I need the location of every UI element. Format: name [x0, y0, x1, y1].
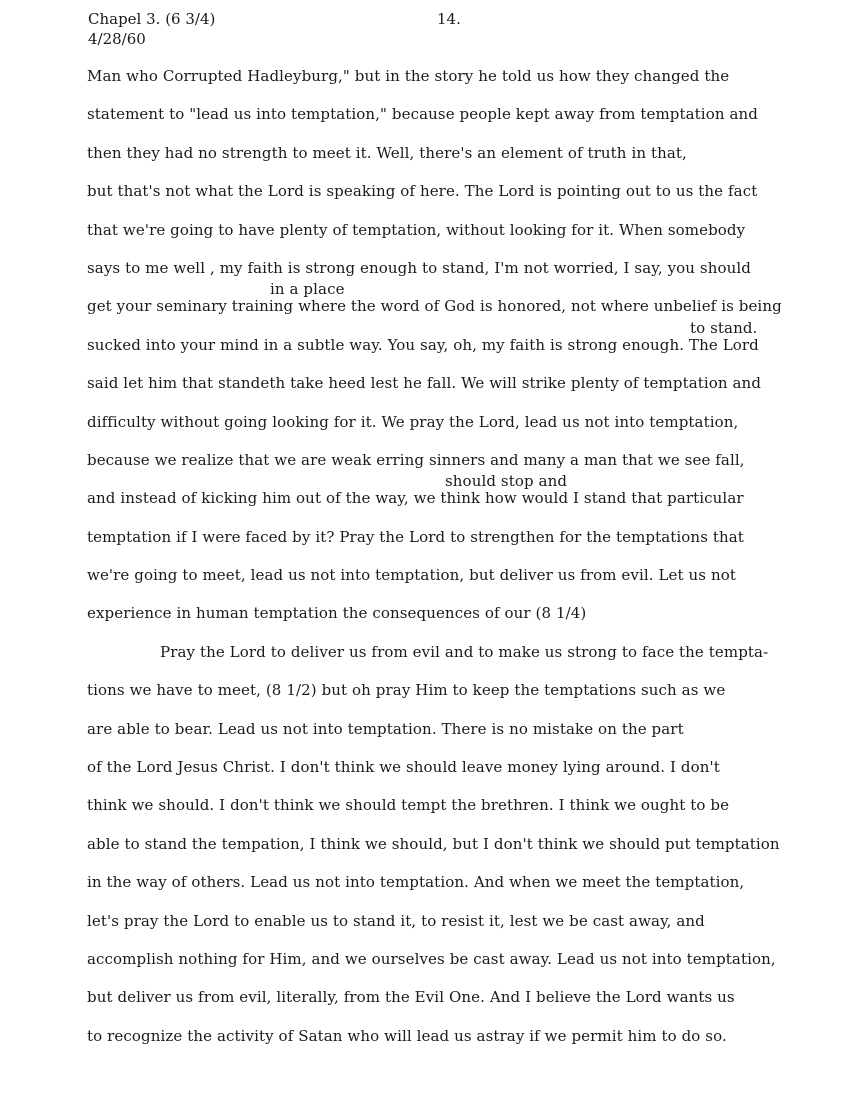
text-line: temptation if I were faced by it? Pray the Lord to strengthen for the temptations that — [87, 527, 744, 546]
text-line: experience in human temptation the consequences of our (8 1/4) — [87, 604, 587, 623]
text-line-content: get your seminary training where the word of God is honored, not where unbelief is being — [87, 297, 782, 316]
text-line: we're going to meet, lead us not into temptation, but deliver us from evil. Let us not — [87, 566, 736, 585]
text-line-indented: Pray the Lord to deliver us from evil and to make us strong to face the tempta- — [160, 642, 769, 661]
handwritten-insertion: should stop and — [445, 472, 568, 491]
transcript-body — [87, 66, 847, 1064]
text-line: difficulty without going looking for it. We pray the Lord, lead us not into temptation, — [87, 412, 739, 431]
text-line — [87, 318, 847, 373]
text-line-content: and instead of kicking him out of the way, we think how would I stand that particular — [87, 489, 744, 508]
text-line-content: sucked into your mind in a subtle way. You say, oh, my faith is strong enough. The Lord — [87, 335, 759, 354]
text-line: accomplish nothing for Him, and we ourselves be cast away. Lead us not into temptation, — [87, 949, 776, 968]
text-line: then they had no strength to meet it. Well, there's an element of truth in that, — [87, 143, 687, 162]
text-line: that we're going to have plenty of temptation, without looking for it. When somebody — [87, 220, 746, 239]
handwritten-insertion: in a place — [270, 280, 345, 299]
text-line — [87, 472, 847, 526]
page-number: 14. — [437, 10, 461, 28]
text-line: are able to bear. Lead us not into temptation. There is no mistake on the part — [87, 719, 684, 738]
text-line: let's pray the Lord to enable us to stand it, to resist it, lest we be cast away, and — [87, 911, 705, 930]
date-heading: 4/28/60 — [88, 30, 146, 48]
text-line: of the Lord Jesus Christ. I don't think we should leave money lying around. I don't — [87, 758, 720, 777]
text-line: says to me well , my faith is strong enough to stand, I'm not worried, I say, you should — [87, 258, 751, 277]
text-line: statement to "lead us into temptation," because people kept away from temptation and — [87, 105, 758, 124]
text-line: tions we have to meet, (8 1/2) but oh pray Him to keep the temptations such as we — [87, 681, 726, 700]
text-line: because we realize that we are weak erring sinners and many a man that we see fall, — [87, 450, 745, 469]
text-line: but deliver us from evil, literally, from the Evil One. And I believe the Lord wants us — [87, 988, 735, 1007]
text-line: Man who Corrupted Hadleyburg," but in the story he told us how they changed the — [87, 67, 730, 85]
text-line: think we should. I don't think we should tempt the brethren. I think we ought to be — [87, 796, 730, 815]
text-line: in the way of others. Lead us not into temptation. And when we meet the temptation, — [87, 873, 745, 892]
chapel-heading: Chapel 3. (6 3/4) — [88, 10, 216, 28]
handwritten-insertion: to stand. — [690, 318, 758, 337]
text-line: but that's not what the Lord is speaking of here. The Lord is pointing out to us the fact — [87, 182, 758, 201]
text-line: to recognize the activity of Satan who will lead us astray if we permit him to do so. — [87, 1026, 727, 1045]
text-line: said let him that standeth take heed lest he fall. We will strike plenty of temptation and — [87, 374, 762, 393]
text-line: able to stand the tempation, I think we should, but I don't think we should put temptation — [87, 834, 780, 853]
